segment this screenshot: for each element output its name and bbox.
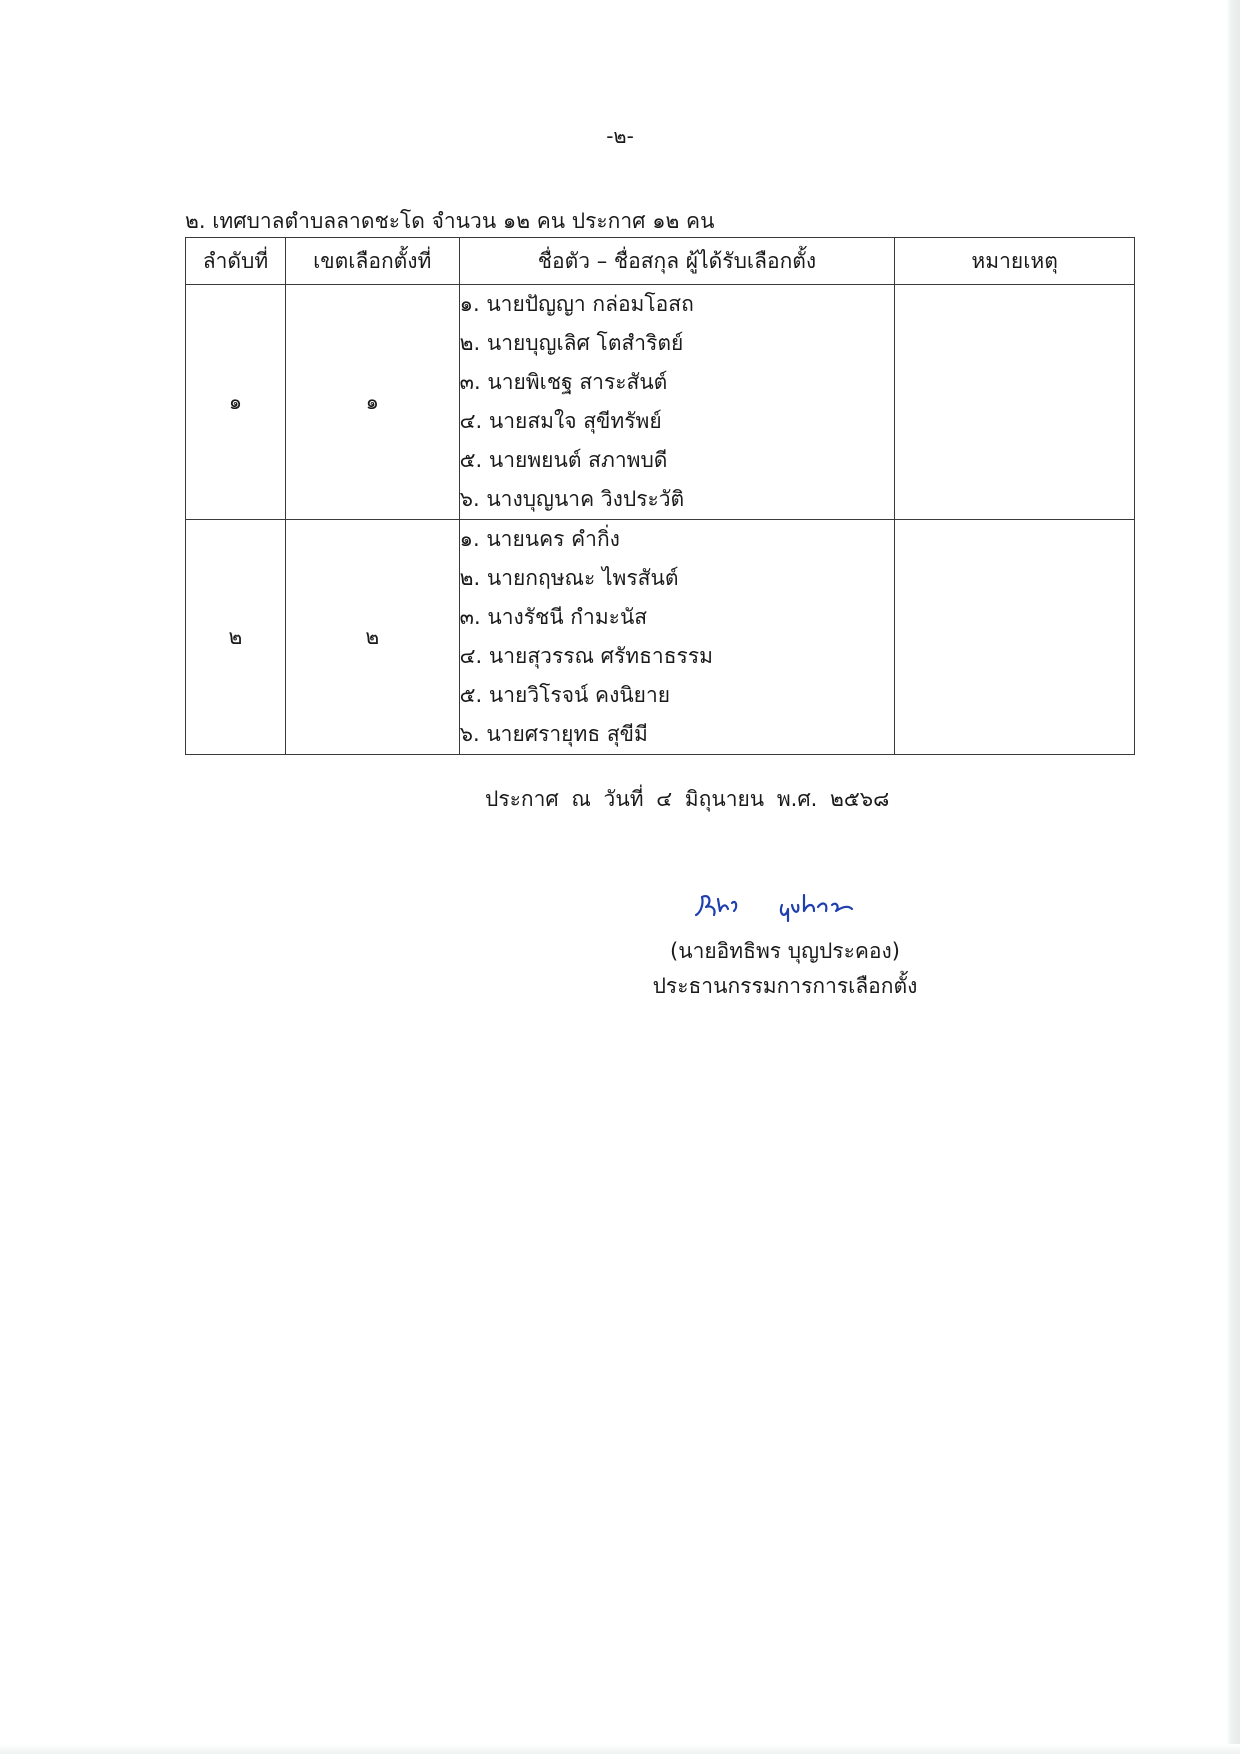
elected-name: ๓. นางรัชนี กำมะนัส	[459, 605, 648, 629]
row-district: ๑	[285, 285, 459, 520]
table-row	[186, 520, 1135, 755]
row-order: ๒	[186, 520, 286, 755]
elected-name: ๕. นายพยนต์ สภาพบดี	[459, 448, 668, 472]
elected-name: ๑. นายนคร คำกิ่ง	[459, 527, 620, 551]
header-names: ชื่อตัว – ชื่อสกุล ผู้ได้รับเลือกตั้ง	[459, 238, 895, 285]
section-heading: ๒. เทศบาลตำบลลาดชะโด จำนวน ๑๒ คน ประกาศ ๑๒ คน	[185, 209, 715, 233]
handwritten-signature	[690, 885, 860, 925]
row-remark	[895, 285, 1135, 520]
row-remark	[895, 520, 1135, 755]
signer-name: (นายอิทธิพร บุญประคอง)	[670, 939, 900, 963]
elected-name: ๑. นายปัญญา กล่อมโอสถ	[459, 292, 694, 316]
elected-name: ๒. นายบุญเลิศ โตสำริตย์	[459, 331, 684, 355]
elected-name: ๖. นางบุญนาค วิงประวัติ	[459, 487, 685, 511]
row-names	[459, 520, 895, 755]
announcement-date: ประกาศ ณ วันที่ ๔ มิถุนายน พ.ศ. ๒๕๖๘	[485, 787, 890, 811]
signer-title: ประธานกรรมการการเลือกตั้ง	[652, 974, 918, 998]
elected-name: ๕. นายวิโรจน์ คงนิยาย	[459, 683, 671, 707]
row-names	[459, 285, 895, 520]
elected-name: ๒. นายกฤษณะ ไพรสันต์	[459, 566, 679, 590]
page-number: -๒-	[606, 124, 634, 148]
elected-name: ๖. นายศรายุทธ สุขีมี	[459, 722, 648, 746]
page-edge-shadow	[1226, 0, 1240, 1754]
elected-name: ๔. นายสมใจ สุขีทรัพย์	[459, 409, 662, 433]
table-row	[186, 285, 1135, 520]
row-order: ๑	[186, 285, 286, 520]
header-order: ลำดับที่	[186, 238, 286, 285]
page-bottom-edge	[0, 1744, 1240, 1754]
elected-name: ๓. นายพิเชฐ สาระสันต์	[459, 370, 668, 394]
row-district: ๒	[285, 520, 459, 755]
election-results-table	[185, 237, 1135, 755]
header-remark: หมายเหตุ	[895, 238, 1135, 285]
elected-name: ๔. นายสุวรรณ ศรัทธาธรรม	[459, 644, 713, 668]
table-header-row	[186, 238, 1135, 285]
header-district: เขตเลือกตั้งที่	[285, 238, 459, 285]
